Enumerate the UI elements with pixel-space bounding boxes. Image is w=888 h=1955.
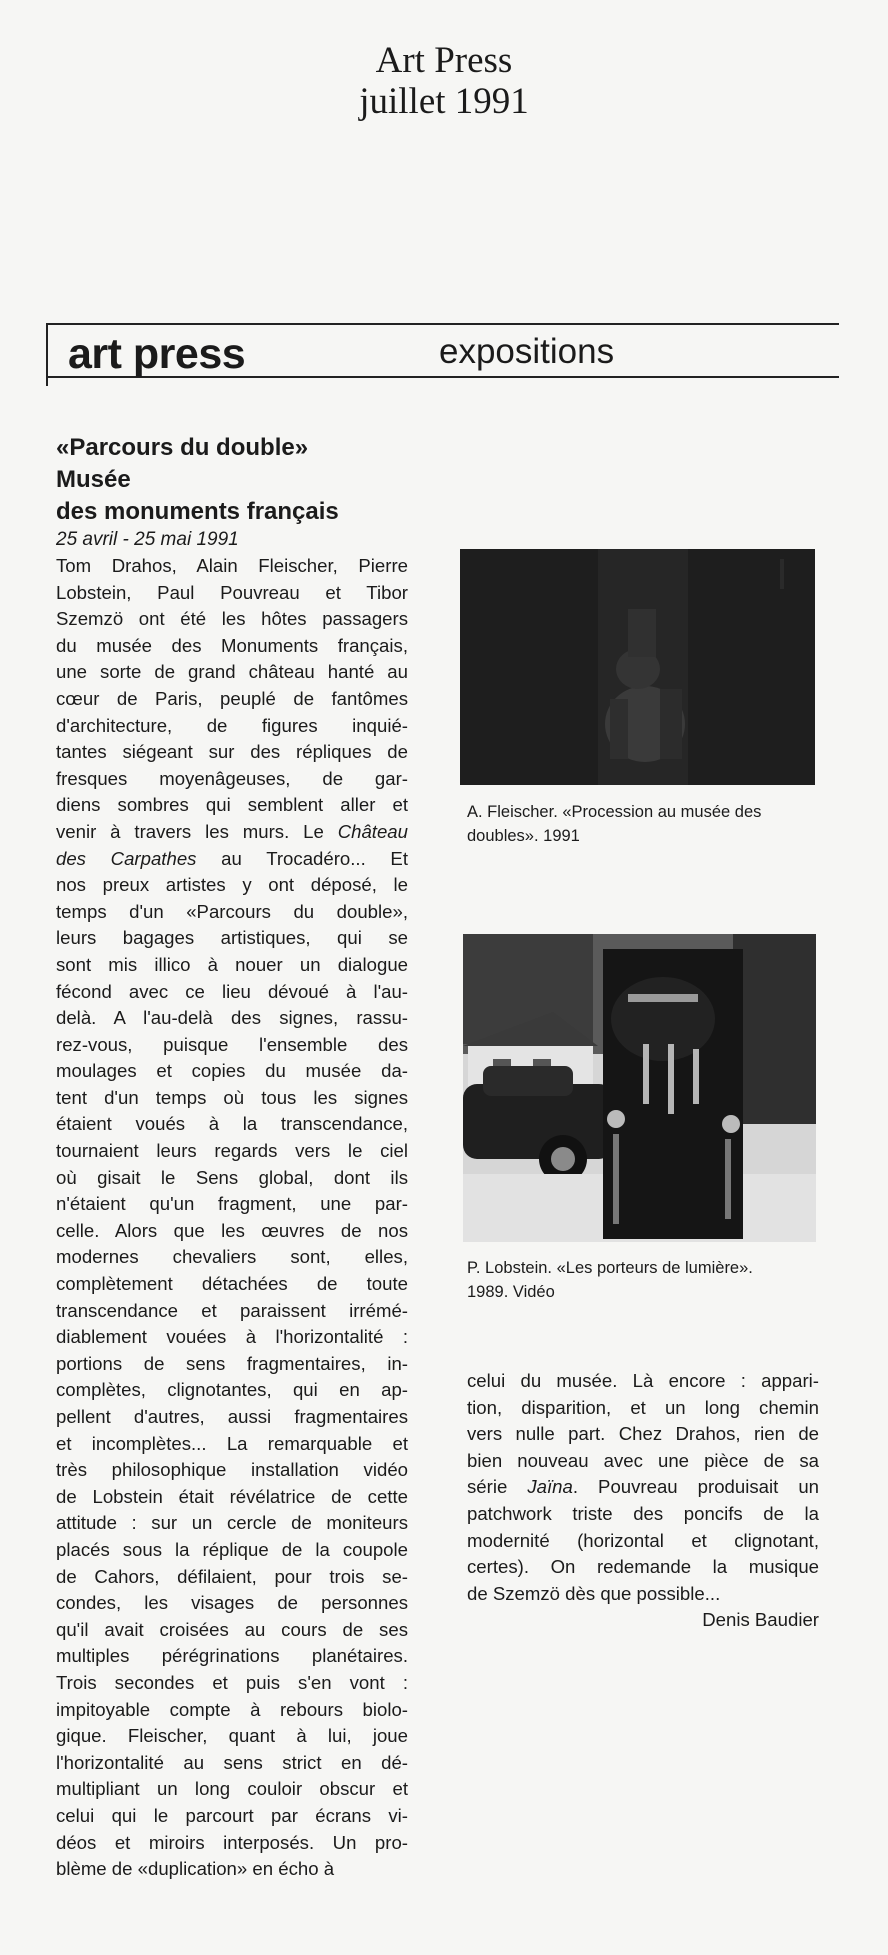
text-line: multiples pérégrinations planétaires. <box>56 1645 408 1667</box>
text-line: d'architecture, de figures inquié- <box>56 714 408 736</box>
text-line: tent d'un temps où tous les signes <box>56 1086 408 1108</box>
section-label: expositions <box>439 332 615 371</box>
text-line: blème de «duplication» en écho à <box>56 1858 335 1880</box>
magazine-logo: art press <box>68 330 246 378</box>
text-line: l'horizontalité au sens strict en dé- <box>56 1751 408 1773</box>
text-line: sont mis illico à nouer un dialogue <box>56 953 408 975</box>
text-line: complètes, clignotantes, qui en ap- <box>56 1379 408 1401</box>
text-line: Szemzö ont été les hôtes passagers <box>56 608 408 630</box>
text-line: impitoyable compte à rebours biolo- <box>56 1698 408 1720</box>
text-line: rez-vous, puisque l'ensemble des <box>56 1033 408 1055</box>
text-line: et incomplètes... La remarquable et <box>56 1432 408 1454</box>
lobstein-photo <box>463 934 816 1242</box>
text-line: celle. Alors que les œuvres de nos <box>56 1219 408 1241</box>
text-line: étaient voués à la transcendance, <box>56 1113 408 1135</box>
article-column-1 <box>56 553 408 1883</box>
text-line: tantes siégeant sur des répliques de <box>56 741 408 763</box>
author-signature: Denis Baudier <box>702 1609 819 1631</box>
text-line: déos et miroirs interposés. Un pro- <box>56 1831 408 1853</box>
fleischer-photo-image <box>460 549 815 785</box>
text-line: pellent d'autres, aussi fragmentaires <box>56 1406 408 1427</box>
series-title-italic: Jaïna <box>527 1476 573 1498</box>
text-line: Lobstein, Paul Pouvreau et Tibor <box>56 581 408 603</box>
text-line: placés sous la réplique de la coupole <box>56 1538 408 1560</box>
text-line: attitude : sur un cercle de moniteurs <box>56 1512 408 1534</box>
text-line: qu'il avait croisées au cours de ses <box>56 1618 408 1640</box>
text-line: où gisait le Sens global, dont ils <box>56 1166 408 1188</box>
figure-caption-1 <box>467 800 827 848</box>
caption-line: 1989. Vidéo <box>467 1283 555 1301</box>
text-line: celui du musée. Là encore : appari- <box>467 1370 819 1391</box>
text-line: fécond avec ce lieu dévoué à l'au- <box>56 980 408 1002</box>
caption-line: doubles». 1991 <box>467 827 580 845</box>
text-line: gique. Fleischer, quant à lui, joue <box>56 1725 408 1747</box>
text-line: diens sombres qui semblent aller et <box>56 794 408 816</box>
text-line: vers nulle part. Chez Drahos, rien de <box>467 1423 819 1445</box>
publication-date: juillet 1991 <box>359 81 529 122</box>
text-line: de Cahors, défilaient, pour trois se- <box>56 1565 408 1587</box>
title-line: «Parcours du double» <box>56 434 309 461</box>
text-line: Trois secondes et puis s'en vont : <box>56 1671 408 1693</box>
article-title <box>56 432 416 528</box>
exhibition-dates: 25 avril - 25 mai 1991 <box>56 529 239 550</box>
text-line: de Lobstein était révélatrice de cette <box>56 1485 408 1507</box>
text-line: temps d'un «Parcours du double», <box>56 900 408 922</box>
article-column-2 <box>467 1368 819 1634</box>
text-line: des Carpathes au Trocadéro... Et <box>56 847 409 869</box>
text-line: fresques moyenâgeuses, de gar- <box>56 767 408 789</box>
fleischer-photo <box>460 549 815 785</box>
title-line: Musée <box>56 466 131 493</box>
banner-top-rule <box>46 323 839 325</box>
text-line: patchwork triste des poncifs de la <box>467 1502 819 1524</box>
section-banner <box>46 323 839 383</box>
text-line: cœur de Paris, peuplé de fantômes <box>56 687 408 709</box>
text-line: une sorte de grand château hanté au <box>56 661 408 683</box>
banner-left-rule <box>46 323 48 386</box>
book-title-italic: Château <box>337 820 408 842</box>
text-line: celui qui le parcourt par écrans vi- <box>56 1804 408 1826</box>
figure-caption-2 <box>467 1256 827 1304</box>
text-line: certes). On redemande la musique <box>467 1556 819 1578</box>
text-line: tion, disparition, et un long chemin <box>467 1396 819 1418</box>
text-line: n'étaient qu'un fragment, une par- <box>56 1193 408 1215</box>
title-line: des monuments français <box>56 498 339 525</box>
text-line: complètement détachées de toute <box>56 1273 408 1295</box>
text-line: du musée des Monuments français, <box>56 634 408 656</box>
text-line: modernes chevaliers sont, elles, <box>56 1246 408 1268</box>
text-line: multipliant un long couloir obscur et <box>56 1778 408 1800</box>
caption-line: P. Lobstein. «Les porteurs de lumière». <box>467 1259 753 1277</box>
text-line: très philosophique installation vidéo <box>56 1459 408 1481</box>
page-header <box>0 40 888 122</box>
text-line: delà. A l'au-delà des signes, rassu- <box>56 1007 408 1029</box>
text-line: tournaient leurs regards vers le ciel <box>56 1140 408 1162</box>
book-title-italic: des Carpathes <box>56 847 197 869</box>
lobstein-photo-image <box>463 934 816 1242</box>
text-line: moulages et copies du musée da- <box>56 1060 408 1082</box>
text-line: diablement vouées à l'horizontalité : <box>56 1326 408 1348</box>
text-line: modernité (horizontal et clignotant, <box>467 1529 819 1551</box>
caption-line: A. Fleischer. «Procession au musée des <box>467 803 762 821</box>
text-line: portions de sens fragmentaires, in- <box>56 1352 408 1374</box>
text-line: transcendance et paraissent irrémé- <box>56 1299 408 1321</box>
text-line: Tom Drahos, Alain Fleischer, Pierre <box>56 555 408 576</box>
text-line: série Jaïna. Pouvreau produisait un <box>467 1476 820 1498</box>
publication-name: Art Press <box>375 40 513 81</box>
text-line: de Szemzö dès que possible... <box>467 1582 721 1604</box>
text-line: nos preux artistes y ont déposé, le <box>56 874 408 896</box>
text-line: condes, les visages de personnes <box>56 1592 408 1614</box>
text-line: venir à travers les murs. Le Château <box>56 820 408 842</box>
text-line: leurs bagages artistiques, qui se <box>56 927 408 949</box>
text-line: bien nouveau avec une pièce de sa <box>467 1449 819 1471</box>
